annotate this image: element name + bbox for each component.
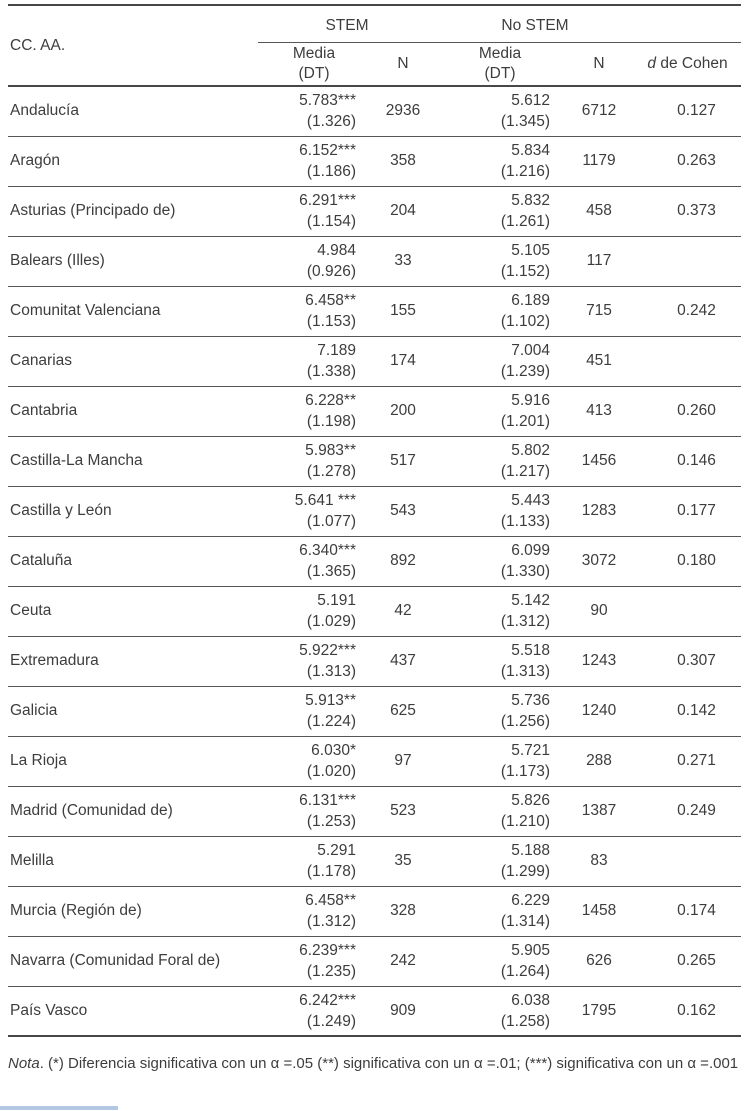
stem-media-value: 4.984: [317, 242, 356, 259]
column-header-regions: CC. AA.: [8, 5, 258, 86]
footnote-body: . (*) Diferencia significativa con un α =.05 (**) significativa con un α =.01; (***) significativa con un α =.001: [39, 1055, 739, 1072]
table-row: [8, 286, 741, 336]
region-name-cell: Andalucía: [8, 86, 258, 136]
stem-dt-value: (1.235): [306, 963, 356, 980]
nostem-dt-value: (1.345): [500, 113, 550, 131]
region-name-cell: Aragón: [8, 136, 258, 186]
region-name-cell: Asturias (Principado de): [8, 186, 258, 236]
column-header-nostem-media: [436, 42, 564, 86]
cohen-d-cell: 0.180: [634, 536, 741, 586]
nostem-dt-value: (1.299): [500, 863, 550, 880]
stem-media-cell: [258, 186, 370, 236]
stem-media-value: 6.239***: [299, 942, 356, 959]
nostem-media-cell: [436, 836, 564, 886]
nostem-dt-value: (1.239): [500, 363, 550, 380]
cohen-d-cell: 0.242: [634, 286, 741, 336]
table-row: [8, 336, 741, 386]
stem-media-value: 5.191: [317, 592, 356, 609]
stem-media-value: 5.922***: [299, 642, 356, 659]
nostem-media-value: 5.834: [511, 142, 550, 159]
stem-media-value: 6.228**: [305, 392, 356, 409]
cohen-d-cell: 0.271: [634, 736, 741, 786]
region-name-cell: Cantabria: [8, 386, 258, 436]
stem-n-cell: 204: [370, 186, 436, 236]
table-row: [8, 386, 741, 436]
column-header-stem-media: [258, 42, 370, 86]
region-name-cell: Ceuta: [8, 586, 258, 636]
stem-dt-value: (1.313): [306, 663, 356, 680]
stem-media-value: 6.030*: [311, 742, 356, 759]
cohen-d-cell: 0.162: [634, 986, 741, 1036]
table-row: [8, 986, 741, 1036]
nostem-dt-value: (1.256): [500, 713, 550, 730]
stem-n-cell: 174: [370, 336, 436, 386]
cohen-d-cell: 0.373: [634, 186, 741, 236]
group-header-stem: STEM: [258, 5, 436, 42]
stem-n-cell: 892: [370, 536, 436, 586]
stem-n-cell: 97: [370, 736, 436, 786]
nostem-n-cell: 626: [564, 936, 634, 986]
nostem-dt-value: (1.102): [500, 313, 550, 330]
stem-n-cell: 358: [370, 136, 436, 186]
nostem-media-cell: [436, 636, 564, 686]
stem-dt-value: (1.154): [306, 213, 356, 230]
nostem-n-cell: 1795: [564, 986, 634, 1036]
cohen-d-cell: 0.146: [634, 436, 741, 486]
stem-media-cell: [258, 286, 370, 336]
stem-n-cell: 33: [370, 236, 436, 286]
nostem-media-cell: [436, 336, 564, 386]
table-footnote: [8, 1052, 741, 1075]
region-name-cell: Castilla y León: [8, 486, 258, 536]
cohen-d-cell: 0.260: [634, 386, 741, 436]
nostem-n-cell: 3072: [564, 536, 634, 586]
table-body: [8, 86, 741, 1036]
nostem-media-value: 5.721: [511, 742, 550, 759]
region-name-cell: Navarra (Comunidad Foral de): [8, 936, 258, 986]
stem-dt-value: (1.278): [306, 463, 356, 480]
nostem-dt-value: (1.201): [500, 413, 550, 430]
region-name-cell: Comunitat Valenciana: [8, 286, 258, 336]
table-row: [8, 136, 741, 186]
column-header-cohen-d: [634, 42, 741, 86]
nostem-media-cell: [436, 186, 564, 236]
nostem-dt-value: (1.258): [500, 1012, 550, 1030]
group-header-no-stem: No STEM: [436, 5, 634, 42]
table-row: [8, 786, 741, 836]
stem-n-cell: 328: [370, 886, 436, 936]
media-label: Media: [292, 44, 336, 62]
table-row: [8, 86, 741, 136]
stem-n-cell: 437: [370, 636, 436, 686]
stem-n-cell: 42: [370, 586, 436, 636]
stem-media-cell: [258, 536, 370, 586]
cohen-d-cell: 0.263: [634, 136, 741, 186]
stem-dt-value: (1.224): [306, 713, 356, 730]
cohen-d-rest: de Cohen: [656, 54, 728, 72]
nostem-n-cell: 1387: [564, 786, 634, 836]
stem-media-cell: [258, 336, 370, 386]
media-label: Media: [478, 44, 522, 62]
nostem-media-cell: [436, 236, 564, 286]
table-header: [8, 5, 741, 86]
stem-media-value: 5.983**: [305, 442, 356, 459]
region-name-cell: Extremadura: [8, 636, 258, 686]
stem-media-value: 6.340***: [299, 542, 356, 559]
nostem-media-cell: [436, 586, 564, 636]
table-row: [8, 486, 741, 536]
stem-n-cell: 625: [370, 686, 436, 736]
nostem-dt-value: (1.313): [500, 663, 550, 680]
cohen-d-cell: [634, 586, 741, 636]
stem-dt-value: (1.249): [306, 1012, 356, 1030]
stem-dt-value: (1.029): [306, 613, 356, 630]
region-name-cell: La Rioja: [8, 736, 258, 786]
cohen-d-italic: d: [647, 54, 657, 72]
nostem-media-cell: [436, 536, 564, 586]
nostem-media-cell: [436, 486, 564, 536]
cohen-d-cell: [634, 836, 741, 886]
nostem-dt-value: (1.330): [500, 563, 550, 580]
table-row: [8, 736, 741, 786]
region-name-cell: País Vasco: [8, 986, 258, 1036]
nostem-dt-value: (1.312): [500, 613, 550, 630]
dt-label: (DT): [484, 64, 516, 82]
stem-media-cell: [258, 886, 370, 936]
cohen-d-cell: [634, 236, 741, 286]
nostem-n-cell: 451: [564, 336, 634, 386]
table-row: [8, 936, 741, 986]
cohen-d-cell: 0.249: [634, 786, 741, 836]
stem-n-cell: 523: [370, 786, 436, 836]
stem-n-cell: 543: [370, 486, 436, 536]
stem-n-cell: 2936: [370, 86, 436, 136]
nostem-n-cell: 1243: [564, 636, 634, 686]
stem-media-cell: [258, 236, 370, 286]
region-name-cell: Balears (Illes): [8, 236, 258, 286]
table-row: [8, 836, 741, 886]
stem-dt-value: (1.020): [306, 763, 356, 780]
stem-media-value: 5.783***: [299, 92, 356, 110]
region-name-cell: Cataluña: [8, 536, 258, 586]
nostem-media-value: 5.188: [511, 842, 550, 859]
table-row: [8, 186, 741, 236]
stem-media-value: 6.242***: [299, 991, 356, 1009]
stem-media-cell: [258, 736, 370, 786]
stem-dt-value: (1.365): [306, 563, 356, 580]
nostem-media-value: 5.905: [511, 942, 550, 959]
nostem-media-cell: [436, 136, 564, 186]
table-row: [8, 236, 741, 286]
stem-media-value: 6.152***: [299, 142, 356, 159]
group-header-spacer: [634, 5, 741, 42]
stem-dt-value: (1.153): [306, 313, 356, 330]
region-name-cell: Melilla: [8, 836, 258, 886]
stem-n-cell: 200: [370, 386, 436, 436]
nostem-media-cell: [436, 286, 564, 336]
cohen-d-cell: 0.174: [634, 886, 741, 936]
nostem-n-cell: 288: [564, 736, 634, 786]
nostem-media-value: 5.443: [511, 492, 550, 509]
stem-media-value: 6.458**: [305, 892, 356, 909]
stem-comparison-table: [8, 4, 741, 1037]
stem-media-cell: [258, 586, 370, 636]
stem-dt-value: (1.077): [306, 513, 356, 530]
stem-dt-value: (1.312): [306, 913, 356, 930]
stem-dt-value: (1.178): [306, 863, 356, 880]
nostem-dt-value: (1.217): [500, 463, 550, 480]
region-name-cell: Madrid (Comunidad de): [8, 786, 258, 836]
stem-media-cell: [258, 636, 370, 686]
table-row: [8, 436, 741, 486]
stem-media-cell: [258, 136, 370, 186]
stem-media-value: 6.131***: [299, 792, 356, 809]
nostem-media-value: 6.038: [511, 991, 550, 1009]
nostem-media-cell: [436, 986, 564, 1036]
stats-table-container: [8, 4, 741, 1037]
nostem-media-value: 6.229: [511, 892, 550, 909]
stem-media-cell: [258, 836, 370, 886]
table-row: [8, 886, 741, 936]
nostem-dt-value: (1.210): [500, 813, 550, 830]
nostem-dt-value: (1.133): [500, 513, 550, 530]
nostem-n-cell: 1283: [564, 486, 634, 536]
stem-dt-value: (0.926): [306, 263, 356, 280]
nostem-n-cell: 83: [564, 836, 634, 886]
stem-n-cell: 909: [370, 986, 436, 1036]
dt-label: (DT): [298, 64, 330, 82]
nostem-dt-value: (1.152): [500, 263, 550, 280]
region-name-cell: Canarias: [8, 336, 258, 386]
stem-media-cell: [258, 786, 370, 836]
cohen-d-cell: 0.265: [634, 936, 741, 986]
stem-media-value: 7.189: [317, 342, 356, 359]
table-row: [8, 686, 741, 736]
cohen-d-cell: 0.127: [634, 86, 741, 136]
column-header-nostem-n: N: [564, 42, 634, 86]
nostem-media-value: 5.826: [511, 792, 550, 809]
column-header-stem-n: N: [370, 42, 436, 86]
region-name-cell: Castilla-La Mancha: [8, 436, 258, 486]
footnote-lead: Nota: [8, 1055, 40, 1072]
nostem-media-cell: [436, 736, 564, 786]
nostem-n-cell: 715: [564, 286, 634, 336]
nostem-media-value: 5.612: [511, 92, 550, 110]
nostem-media-value: 5.832: [511, 192, 550, 209]
nostem-media-value: 7.004: [511, 342, 550, 359]
stem-media-cell: [258, 986, 370, 1036]
cohen-d-cell: 0.142: [634, 686, 741, 736]
table-row: [8, 636, 741, 686]
nostem-media-cell: [436, 386, 564, 436]
nostem-media-cell: [436, 686, 564, 736]
stem-media-value: 5.641 ***: [294, 492, 356, 509]
nostem-dt-value: (1.264): [500, 963, 550, 980]
table-row: [8, 586, 741, 636]
stem-media-cell: [258, 936, 370, 986]
region-name-cell: Galicia: [8, 686, 258, 736]
page-bottom-accent-bar: [0, 1106, 118, 1110]
nostem-dt-value: (1.173): [500, 763, 550, 780]
nostem-media-value: 5.916: [511, 392, 550, 409]
stem-dt-value: (1.186): [306, 163, 356, 180]
nostem-media-cell: [436, 886, 564, 936]
stem-n-cell: 155: [370, 286, 436, 336]
nostem-media-value: 5.142: [511, 592, 550, 609]
cohen-d-cell: [634, 336, 741, 386]
cohen-d-cell: 0.307: [634, 636, 741, 686]
stem-media-cell: [258, 386, 370, 436]
nostem-dt-value: (1.261): [500, 213, 550, 230]
stem-dt-value: (1.253): [306, 813, 356, 830]
cohen-d-cell: 0.177: [634, 486, 741, 536]
nostem-media-value: 5.802: [511, 442, 550, 459]
nostem-n-cell: 458: [564, 186, 634, 236]
stem-dt-value: (1.338): [306, 363, 356, 380]
table-row: [8, 536, 741, 586]
nostem-n-cell: 117: [564, 236, 634, 286]
stem-media-value: 5.291: [317, 842, 356, 859]
stem-dt-value: (1.198): [306, 413, 356, 430]
stem-media-value: 6.458**: [305, 292, 356, 309]
stem-n-cell: 242: [370, 936, 436, 986]
nostem-media-value: 5.105: [511, 242, 550, 259]
nostem-media-value: 6.099: [511, 542, 550, 559]
nostem-media-cell: [436, 786, 564, 836]
nostem-n-cell: 413: [564, 386, 634, 436]
nostem-media-cell: [436, 436, 564, 486]
nostem-media-cell: [436, 936, 564, 986]
nostem-media-value: 5.518: [511, 642, 550, 659]
nostem-n-cell: 1179: [564, 136, 634, 186]
stem-dt-value: (1.326): [306, 113, 356, 131]
stem-media-value: 5.913**: [305, 692, 356, 709]
region-name-cell: Murcia (Región de): [8, 886, 258, 936]
nostem-media-value: 6.189: [511, 292, 550, 309]
nostem-n-cell: 90: [564, 586, 634, 636]
stem-media-cell: [258, 686, 370, 736]
nostem-media-cell: [436, 86, 564, 136]
stem-media-value: 6.291***: [299, 192, 356, 209]
stem-n-cell: 35: [370, 836, 436, 886]
stem-media-cell: [258, 86, 370, 136]
nostem-n-cell: 6712: [564, 86, 634, 136]
nostem-media-value: 5.736: [511, 692, 550, 709]
nostem-dt-value: (1.314): [500, 913, 550, 930]
stem-media-cell: [258, 436, 370, 486]
nostem-n-cell: 1456: [564, 436, 634, 486]
stem-media-cell: [258, 486, 370, 536]
stem-n-cell: 517: [370, 436, 436, 486]
nostem-n-cell: 1458: [564, 886, 634, 936]
nostem-dt-value: (1.216): [500, 163, 550, 180]
nostem-n-cell: 1240: [564, 686, 634, 736]
